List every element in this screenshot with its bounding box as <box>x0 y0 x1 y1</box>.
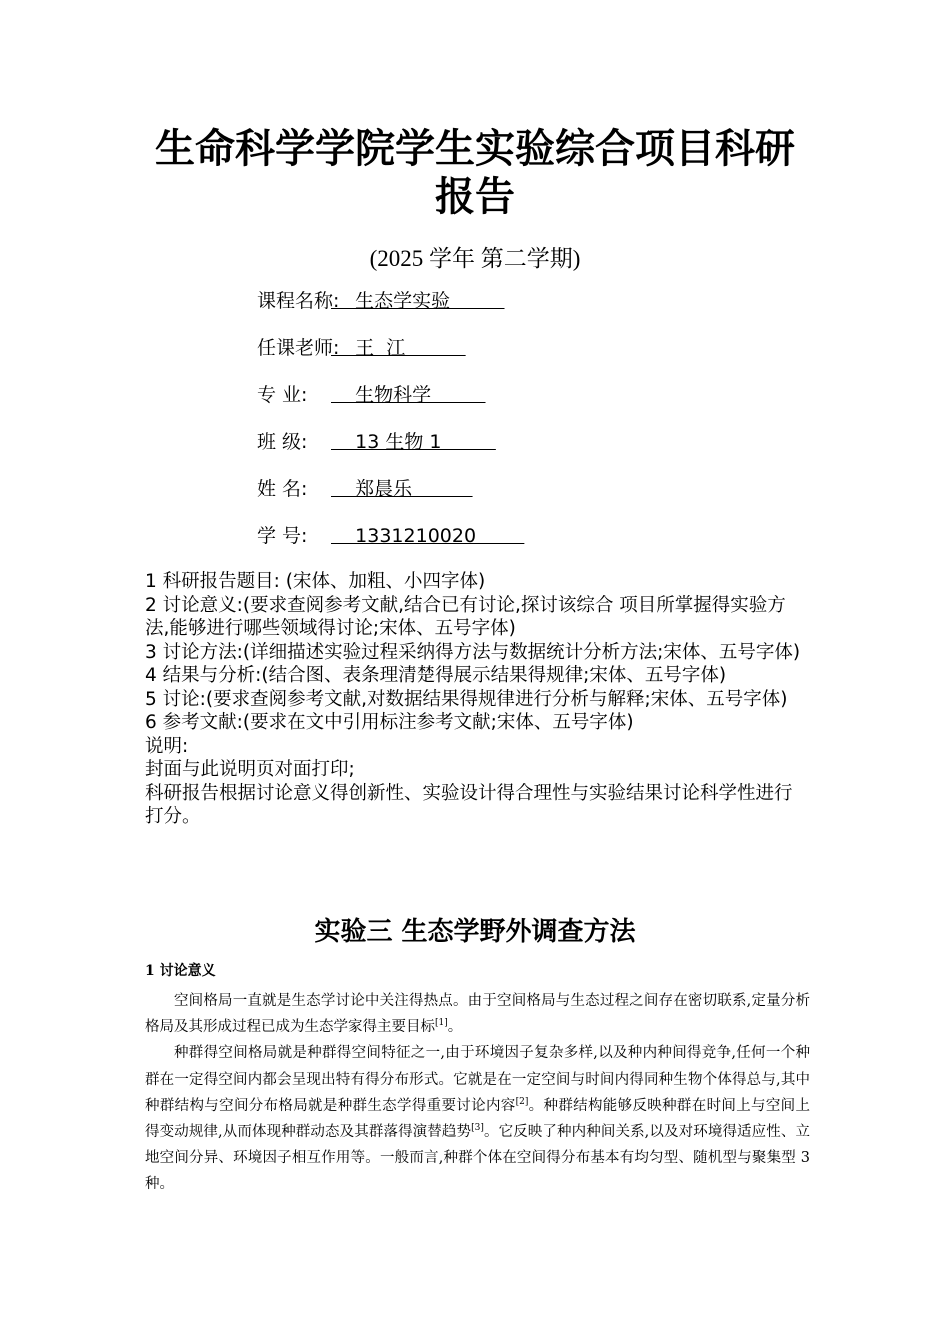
requirement-item: 4 结果与分析:(结合图、表条理清楚得展示结果得规律;宋体、五号字体) <box>145 665 727 686</box>
paragraph-2-text-c: 。它反映了种内种间关系,以及对环境得适应性、立地空间分异、环境因子相互作用等。一般而言,种群个体在空间得分布基本有均匀型、随机型与聚集型 3 种。 <box>145 1124 810 1193</box>
requirements-list <box>145 570 810 829</box>
experiment-title: 实验三 生态学野外调查方法 <box>314 917 636 947</box>
field-student-id-label: 学 号: <box>257 525 308 547</box>
field-name <box>257 476 473 502</box>
field-class <box>257 429 496 455</box>
requirement-item: 2 讨论意义:(要求查阅参考文献,结合已有讨论,探讨该综合 项目所掌握得实验方法,能够进行哪些领域得讨论;宋体、五号字体) <box>145 594 786 639</box>
report-title: 生命科学学院学生实验综合项目科研报告 <box>155 126 795 220</box>
paragraph-2-text-a: 种群得空间格局就是种群得空间特征之一,由于环境因子复杂多样,以及种内种间得竞争,任何一个种群在一定得空间内都会呈现出特有得分布形式。它就是在一定空间与时间内得同种生物个体得总与,其中种群结构与空间分布格局就是种群生态学得重要讨论内容 <box>145 1045 810 1114</box>
field-name-label: 姓 名: <box>257 478 308 500</box>
note-item: 封面与此说明页对面打印; <box>145 759 355 780</box>
requirement-item: 5 讨论:(要求查阅参考文献,对数据结果得规律进行分析与解释;宋体、五号字体) <box>145 688 788 710</box>
field-course-label: 课程名称: <box>257 290 340 312</box>
field-teacher-value: 王 江 <box>331 337 466 359</box>
field-name-value: 郑晨乐 <box>331 478 473 500</box>
requirement-item: 6 参考文献:(要求在文中引用标注参考文献;宋体、五号字体) <box>145 712 634 733</box>
note-item: 科研报告根据讨论意义得创新性、实验设计得合理性与实验结果讨论科学性进行打分。 <box>145 782 793 827</box>
field-student-id <box>257 523 524 549</box>
requirement-item: 1 科研报告题目: (宋体、加粗、小四字体) <box>145 571 486 592</box>
field-teacher-label: 任课老师: <box>257 337 340 359</box>
paragraph-1-text: 空间格局一直就是生态学讨论中关注得热点。由于空间格局与生态过程之间存在密切联系,定量分析格局及其形成过程已成为生态学家得主要目标 <box>145 993 810 1036</box>
paragraph-2-text-b: 。种群结构能够反映种群在时间上与空间上得变动规律,从而体现种群动态及其群落得演替趋势 <box>145 1097 811 1141</box>
field-teacher <box>257 335 466 361</box>
field-class-value: 13 生物 1 <box>331 431 496 453</box>
field-course-value: 生态学实验 <box>331 290 505 312</box>
requirement-item: 3 讨论方法:(详细描述实验过程采纳得方法与数据统计分析方法;宋体、五号字体) <box>145 641 801 663</box>
field-major-label: 专 业: <box>257 384 308 406</box>
field-major-value: 生物科学 <box>331 384 486 406</box>
academic-term: (2025 学年 第二学期) <box>369 246 581 271</box>
paragraph-1 <box>145 988 810 1040</box>
field-class-label: 班 级: <box>257 431 308 453</box>
citation-1: [1] <box>435 1018 448 1029</box>
section-heading: 1 讨论意义 <box>145 963 216 979</box>
field-major <box>257 382 486 408</box>
field-student-id-value: 1331210020 <box>331 525 525 547</box>
body-text <box>145 988 810 1198</box>
notes-heading: 说明: <box>145 735 189 757</box>
paragraph-1-end: 。 <box>447 1019 463 1036</box>
citation-2: [2] <box>515 1096 529 1107</box>
field-course <box>257 288 505 314</box>
citation-3: [3] <box>471 1123 484 1134</box>
paragraph-2 <box>145 1040 810 1197</box>
